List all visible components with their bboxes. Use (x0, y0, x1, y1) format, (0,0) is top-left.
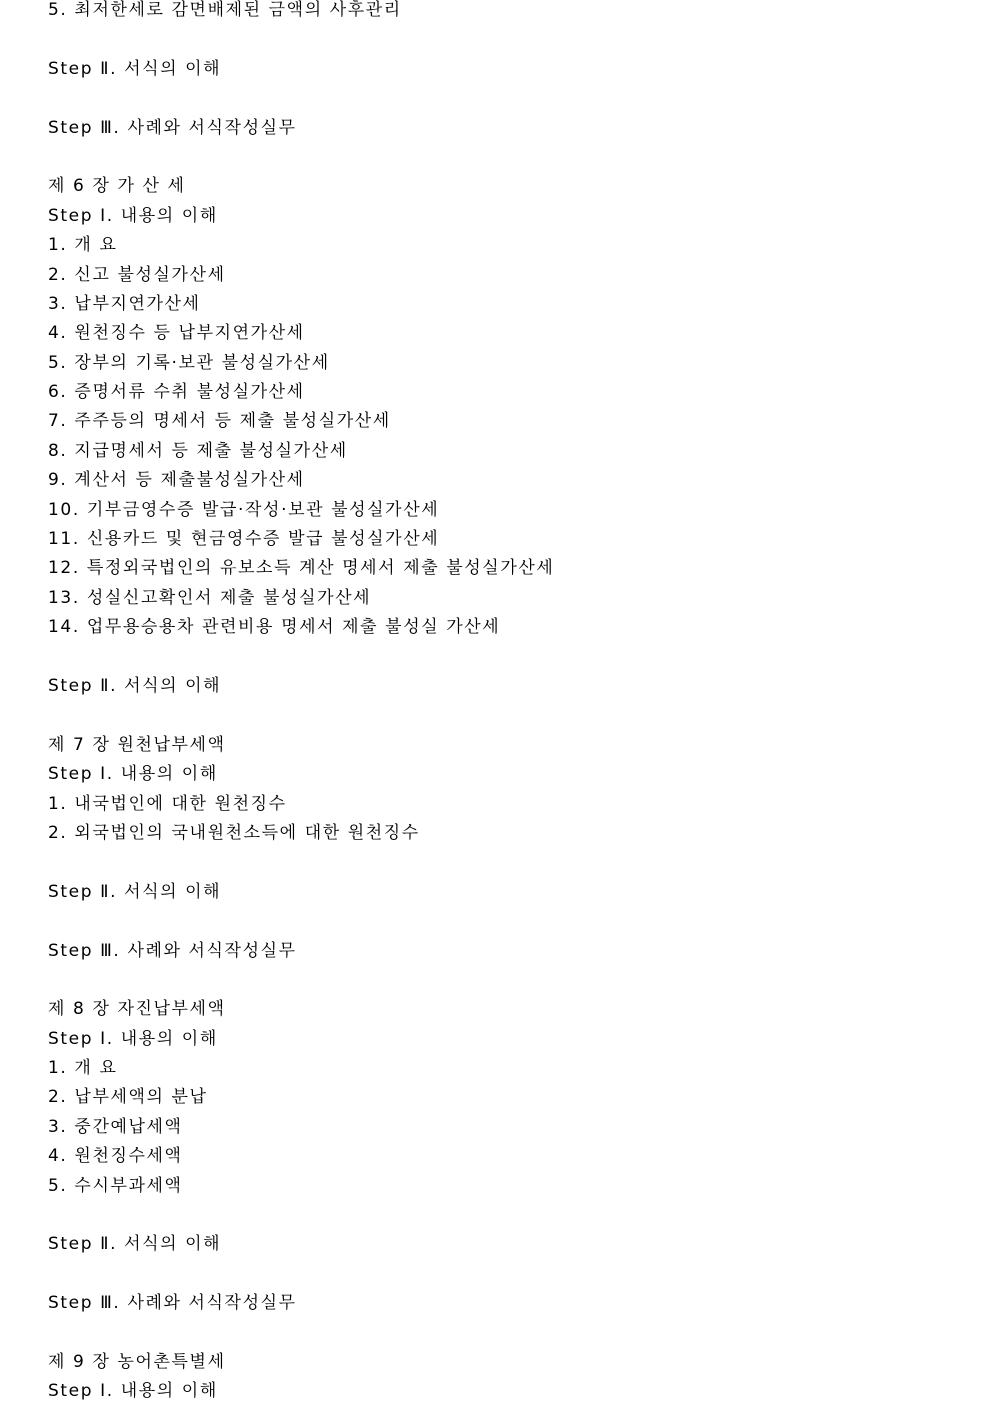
toc-line: Step Ⅰ. 내용의 이해 (48, 1028, 218, 1049)
toc-line: 6. 증명서류 수취 불성실가산세 (48, 382, 305, 403)
toc-line: 3. 납부지연가산세 (48, 293, 201, 314)
toc-line: 3. 중간예납세액 (48, 1116, 183, 1137)
blank-line (48, 25, 554, 54)
toc-line: 11. 신용카드 및 현금영수증 발급 불성실가산세 (48, 529, 440, 550)
toc-line: 4. 원천징수 등 납부지연가산세 (48, 323, 305, 344)
toc-line: 5. 최저한세로 감면배제된 금액의 사후관리 (48, 0, 402, 20)
toc-line: 10. 기부금영수증 발급·작성·보관 불성실가산세 (48, 499, 440, 520)
toc-line: 14. 업무용승용차 관련비용 명세서 제출 불성실 가산세 (48, 617, 501, 638)
toc-line: Step Ⅰ. 내용의 이해 (48, 205, 218, 226)
toc-line: 2. 외국법인의 국내원천소득에 대한 원천징수 (48, 822, 420, 843)
toc-line: 12. 특정외국법인의 유보소득 계산 명세서 제출 불성실가산세 (48, 558, 555, 579)
toc-line: Step Ⅰ. 내용의 이해 (48, 1381, 218, 1402)
toc-line: 제 6 장 가 산 세 (48, 176, 186, 197)
toc-line: Step Ⅱ. 서식의 이해 (48, 881, 222, 902)
toc-line: 9. 계산서 등 제출불성실가산세 (48, 470, 305, 491)
blank-line (48, 143, 554, 172)
toc-line: 제 7 장 원천납부세액 (48, 734, 226, 755)
toc-line: 제 8 장 자진납부세액 (48, 999, 226, 1020)
toc-line: 1. 개 요 (48, 235, 118, 256)
toc-line: 13. 성실신고확인서 제출 불성실가산세 (48, 587, 372, 608)
toc-line: 2. 신고 불성실가산세 (48, 264, 226, 285)
toc-line: 7. 주주등의 명세서 등 제출 불성실가산세 (48, 411, 391, 432)
blank-line (48, 1201, 554, 1230)
toc-line: Step Ⅲ. 사례와 서식작성실무 (48, 940, 297, 961)
toc-line: 4. 원천징수세액 (48, 1146, 183, 1167)
toc-line: 2. 납부세액의 분납 (48, 1087, 208, 1108)
toc-line: 5. 수시부과세액 (48, 1175, 183, 1196)
toc-line: Step Ⅲ. 사례와 서식작성실무 (48, 1293, 297, 1314)
toc-line: Step Ⅲ. 사례와 서식작성실무 (48, 117, 297, 138)
toc-line: Step Ⅱ. 서식의 이해 (48, 1234, 222, 1255)
blank-line (48, 848, 554, 877)
blank-line (48, 701, 554, 730)
blank-line (48, 966, 554, 995)
toc-line: 8. 지급명세서 등 제출 불성실가산세 (48, 440, 348, 461)
toc-line: Step Ⅰ. 내용의 이해 (48, 764, 218, 785)
table-of-contents (48, 0, 554, 1407)
blank-line (48, 84, 554, 113)
toc-line: 1. 내국법인에 대한 원천징수 (48, 793, 287, 814)
toc-line: 5. 장부의 기록·보관 불성실가산세 (48, 352, 330, 373)
toc-line: 제 9 장 농어촌특별세 (48, 1351, 226, 1372)
toc-line: Step Ⅱ. 서식의 이해 (48, 58, 222, 79)
blank-line (48, 1260, 554, 1289)
toc-line: 1. 개 요 (48, 1058, 118, 1079)
blank-line (48, 643, 554, 672)
blank-line (48, 907, 554, 936)
blank-line (48, 1319, 554, 1348)
toc-line: Step Ⅱ. 서식의 이해 (48, 675, 222, 696)
